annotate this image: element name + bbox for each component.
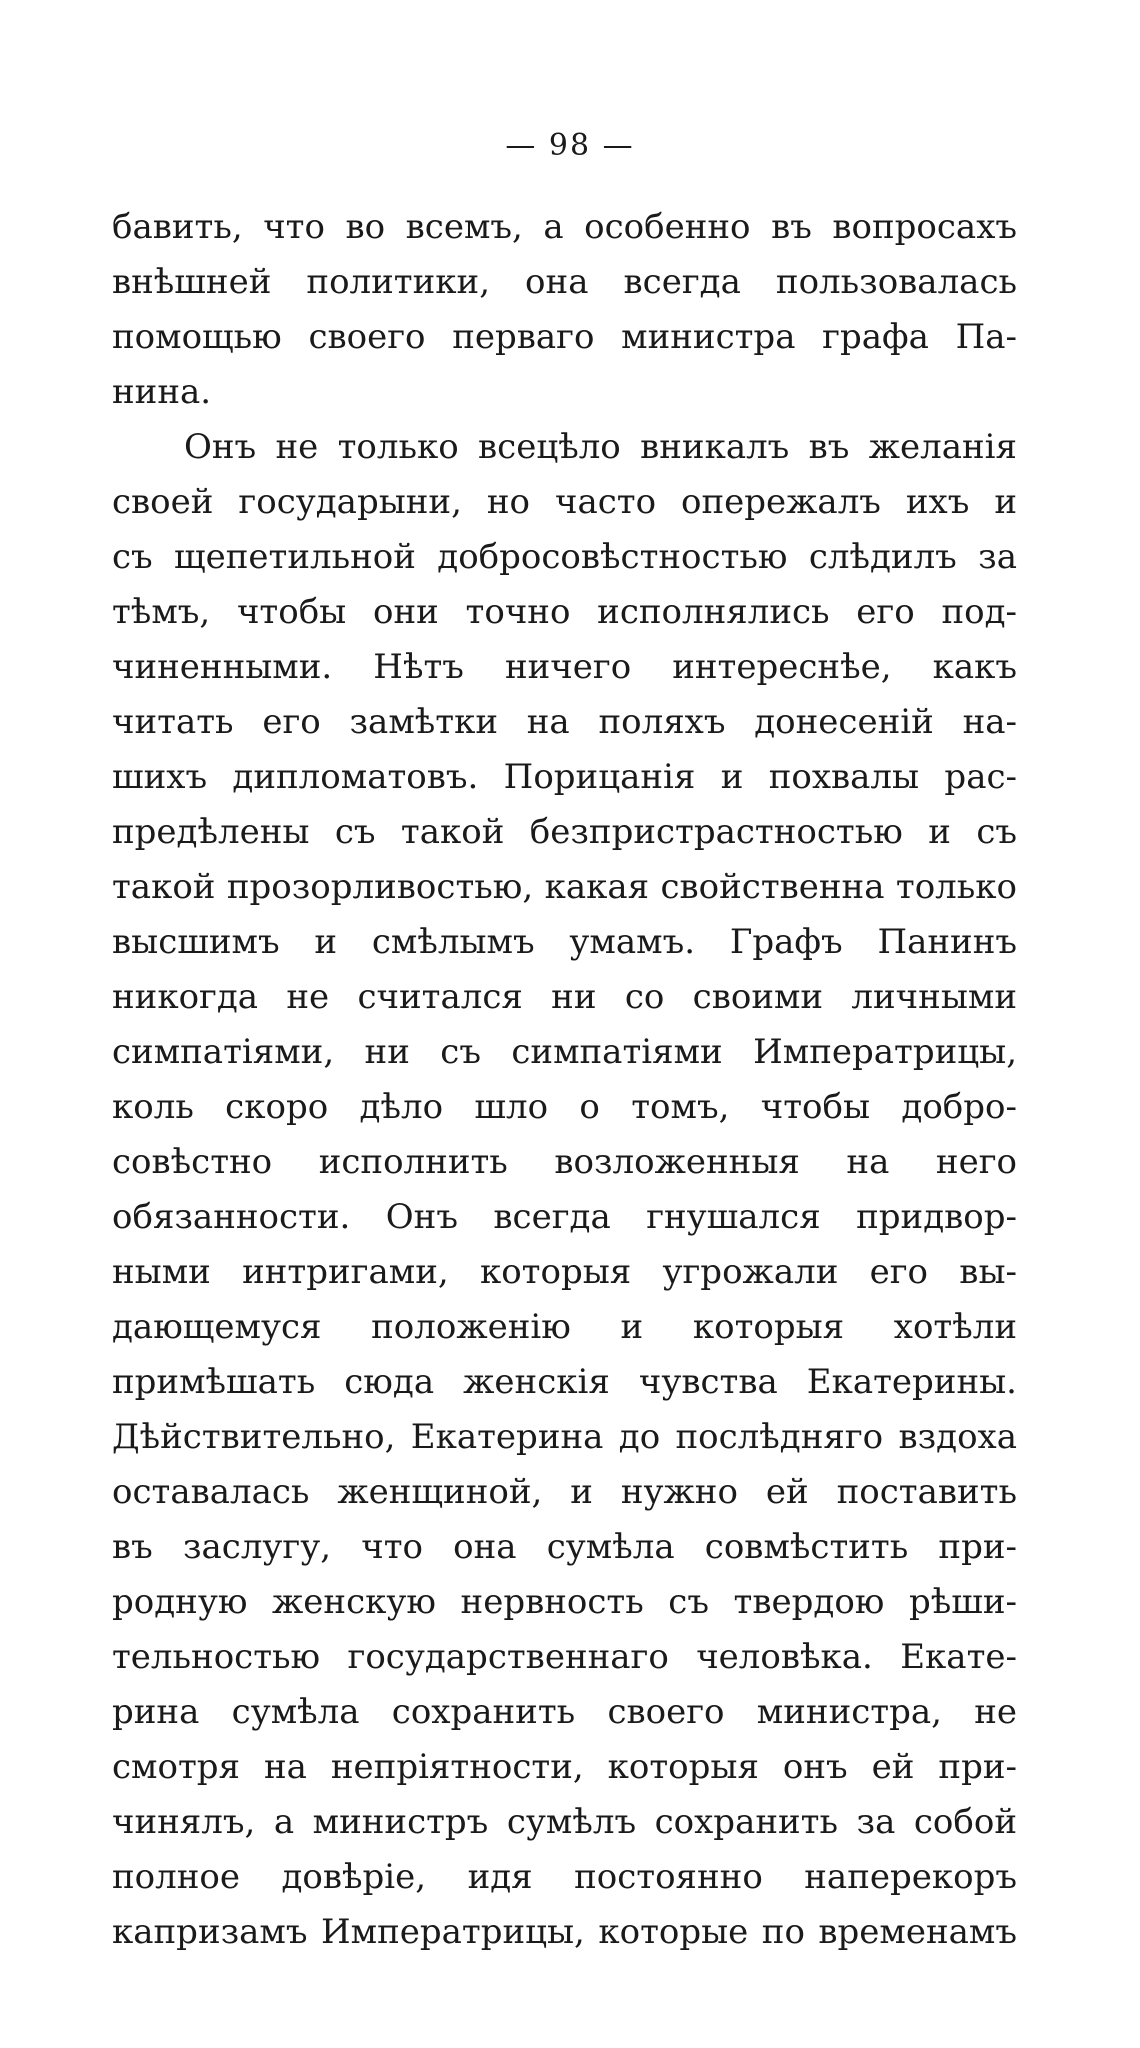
text-line: родную женскую нервность съ твердою рѣши- [112,1582,1017,1622]
text-line: чиненными. Нѣтъ ничего интереснѣе, какъ [112,647,1017,687]
text-line: съ щепетильной добросовѣстностью слѣдилъ за [112,537,1017,577]
text-line: оставалась женщиной, и нужно ей поставить [112,1472,1017,1512]
text-line: внѣшней политики, она всегда пользовалась [112,262,1017,302]
text-line: рина сумѣла сохранить своего министра, не [112,1692,1017,1732]
text-line: дающемуся положенію и которыя хотѣли [112,1307,1017,1347]
text-line: такой прозорливостью, какая свойственна только [112,867,1017,907]
text-line: совѣстно исполнить возложенныя на него [112,1142,1017,1182]
text-line: высшимъ и смѣлымъ умамъ. Графъ Панинъ [112,922,1017,962]
text-line: ными интригами, которыя угрожали его вы- [112,1252,1017,1292]
text-line: тельностью государственнаго человѣка. Екате- [112,1637,1017,1677]
text-line: полное довѣріе, идя постоянно наперекоръ [112,1857,1017,1897]
text-line: капризамъ Императрицы, которые по временамъ [112,1912,1017,1952]
text-line: своей государыни, но часто опережалъ ихъ и [112,482,1017,522]
text-line: помощью своего перваго министра графа Па- [112,317,1017,357]
text-line: смотря на непріятности, которыя онъ ей при- [112,1747,1017,1787]
text-line: Дѣйствительно, Екатерина до послѣдняго вздоха [112,1417,1017,1457]
text-line: бавить, что во всемъ, а особенно въ вопросахъ [112,207,1017,247]
text-line: примѣшать сюда женскія чувства Екатерины. [112,1362,1017,1402]
text-line: предѣлены съ такой безпристрастностью и съ [112,812,1017,852]
paragraph-end-line: нина. [112,372,212,412]
page-number: — 98 — [505,128,635,163]
text-line: никогда не считался ни со своими личными [112,977,1017,1017]
text-line: коль скоро дѣло шло о томъ, чтобы добро- [112,1087,1017,1127]
text-line: шихъ дипломатовъ. Порицанія и похвалы рас- [112,757,1017,797]
text-line: въ заслугу, что она сумѣла совмѣстить при- [112,1527,1017,1567]
text-line: симпатіями, ни съ симпатіями Императрицы, [112,1032,1017,1072]
text-line: тѣмъ, чтобы они точно исполнялись его под- [112,592,1017,632]
paragraph-first-line: Онъ не только всецѣло вникалъ въ желанія [184,427,1017,467]
text-line: обязанности. Онъ всегда гнушался придвор- [112,1197,1017,1237]
body-text [112,200,1017,1960]
text-line: чинялъ, а министръ сумѣлъ сохранить за собой [112,1802,1017,1842]
text-line: читать его замѣтки на поляхъ донесеній на- [112,702,1017,742]
